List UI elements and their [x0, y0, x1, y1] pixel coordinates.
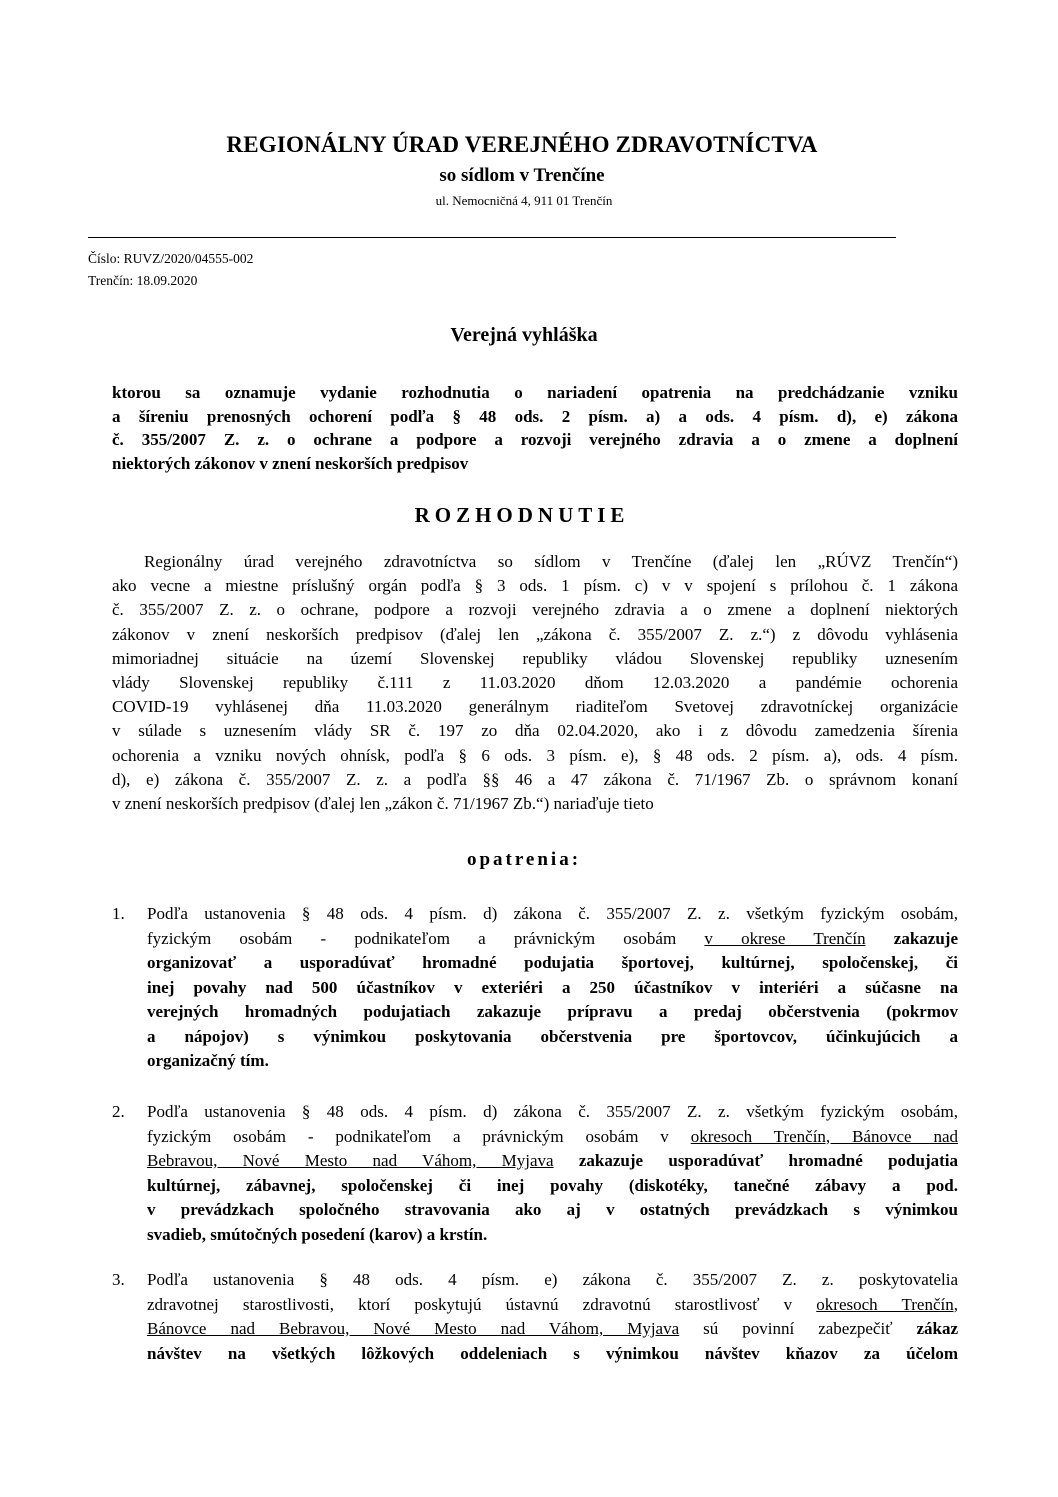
item-text-run: zakazuje usporadúvať hromadné podujatia	[553, 1151, 958, 1170]
district-reference: Bebravou, Nové Mesto nad Váhom, Myjava	[147, 1151, 554, 1170]
item-number: 2.	[112, 1102, 125, 1121]
district-reference: okresoch Trenčín, Bánovce nad	[690, 1126, 958, 1146]
item-text-run: fyzickým osobám - podnikateľom a právnickým osobám v	[147, 1126, 691, 1146]
item-line	[147, 1149, 958, 1174]
item-line: svadieb, smútočných posedení (karov) a krstín.	[147, 1224, 488, 1244]
item-number: 1.	[112, 904, 125, 923]
district-reference: Bánovce nad Bebravou, Nové Mesto nad Váhom, Myjava	[147, 1319, 680, 1338]
body-line: Regionálny úrad verejného zdravotníctva so sídlom v Trenčíne (ďalej len „RÚVZ Trenčín“)	[144, 552, 958, 571]
measures-heading: opatrenia:	[466, 849, 582, 870]
item-line: organizačný tím.	[147, 1051, 269, 1070]
item-number: 3.	[112, 1270, 125, 1289]
item-line: návštev na všetkých lôžkových oddeleniach s výnimkou návštev kňazov za účelom	[147, 1343, 958, 1363]
body-line: zákonov v znení neskorších predpisov (ďalej len „zákona č. 355/2007 Z. z.“) z dôvodu vyhlásenia	[112, 624, 958, 644]
body-line: v znení neskorších predpisov (ďalej len „zákon č. 71/1967 Zb.“) nariaďuje tieto	[112, 793, 654, 813]
item-text	[147, 1100, 958, 1247]
body-line: ako vecne a miestne príslušný orgán podľa § 3 ods. 1 písm. c) v v spojení s prílohou č. 1 zákona	[112, 576, 958, 596]
document-number: Číslo: RUVZ/2020/04555-002	[88, 251, 254, 266]
item-line: Podľa ustanovenia § 48 ods. 4 písm. e) zákona č. 355/2007 Z. z. poskytovatelia	[147, 1270, 958, 1289]
intro-line: č. 355/2007 Z. z. o ochrane a podpore a rozvoji verejného zdravia a o zmene a doplnení	[112, 430, 958, 449]
item-text-run: zakazuje	[865, 928, 958, 948]
body-line: mimoriadnej situácie na území Slovenskej republiky vládou Slovenskej republiky uznesením	[112, 648, 958, 668]
decision-heading: ROZHODNUTIE	[414, 503, 630, 527]
item-line: kultúrnej, zábavnej, spoločenskej či inej povahy (diskotéky, tanečné zábavy a pod.	[147, 1175, 958, 1195]
item-text-run: zdravotnej starostlivosti, ktorí poskytujú ústavnú zdravotnú starostlivosť v	[147, 1294, 817, 1314]
body-line: d), e) zákona č. 355/2007 Z. z. a podľa §§ 46 a 47 zákona č. 71/1967 Zb. o správnom konaní	[112, 769, 958, 789]
body-line: č. 355/2007 Z. z. o ochrane, podpore a rozvoji verejného zdravia a o zmene a doplnení niektorých	[112, 600, 958, 620]
decision-body-paragraph	[112, 550, 958, 816]
office-title: REGIONÁLNY ÚRAD VEREJNÉHO ZDRAVOTNÍCTVA	[226, 132, 818, 157]
body-line: COVID-19 vyhlásenej dňa 11.03.2020 generálnym riaditeľom Svetovej zdravotníckej organizácie	[112, 697, 958, 717]
item-line: organizovať a usporadúvať hromadné podujatia športovej, kultúrnej, spoločenskej, či	[147, 953, 958, 972]
item-text-run: zákaz	[916, 1319, 958, 1338]
intro-paragraph	[112, 381, 958, 475]
intro-line: ktorou sa oznamuje vydanie rozhodnutia o nariadení opatrenia na predchádzanie vzniku	[112, 383, 958, 402]
item-line: v prevádzkach spoločného stravovania ako aj v ostatných prevádzkach s výnimkou	[147, 1200, 958, 1219]
header-divider	[88, 237, 896, 238]
item-line: verejných hromadných podujatiach zakazuje prípravu a predaj občerstvenia (pokrmov	[147, 1002, 958, 1021]
item-line: a nápojov) s výnimkou poskytovania občerstvenia pre športovcov, účinkujúcich a	[147, 1026, 958, 1046]
intro-line: niektorých zákonov v znení neskorších predpisov	[112, 453, 469, 473]
document-place-date: Trenčín: 18.09.2020	[88, 273, 198, 288]
item-line	[147, 1293, 958, 1318]
item-text	[147, 1268, 958, 1366]
item-text-run: sú povinní zabezpečiť	[679, 1319, 917, 1338]
item-line	[147, 927, 958, 952]
item-line: Podľa ustanovenia § 48 ods. 4 písm. d) zákona č. 355/2007 Z. z. všetkým fyzickým osobám,	[147, 1102, 958, 1121]
office-address: ul. Nemocničná 4, 911 01 Trenčín	[435, 193, 613, 208]
district-reference: okresoch Trenčín,	[816, 1294, 958, 1314]
document-title: Verejná vyhláška	[450, 324, 598, 346]
item-line	[147, 1125, 958, 1150]
item-line	[147, 1317, 958, 1342]
intro-line: a šíreniu prenosných ochorení podľa § 48 ods. 2 písm. a) a ods. 4 písm. d), e) zákona	[112, 406, 958, 426]
district-reference: v okrese Trenčín	[704, 928, 866, 948]
item-line: inej povahy nad 500 účastníkov v exteriéri a 250 účastníkov v interiéri a súčasne na	[147, 977, 958, 997]
item-line: Podľa ustanovenia § 48 ods. 4 písm. d) zákona č. 355/2007 Z. z. všetkým fyzickým osobám,	[147, 904, 958, 923]
body-line: v súlade s uznesením vlády SR č. 197 zo dňa 02.04.2020, ako i z dôvodu zamedzenia šírenia	[112, 721, 958, 741]
item-text-run: fyzickým osobám - podnikateľom a právnickým osobám	[147, 928, 705, 948]
body-line: vlády Slovenskej republiky č.111 z 11.03.2020 dňom 12.03.2020 a pandémie ochorenia	[112, 672, 958, 692]
body-line: ochorenia a vzniku nových ohnísk, podľa § 6 ods. 3 písm. e), § 48 ods. 2 písm. a), ods. 4 písm.	[112, 745, 958, 765]
office-subtitle: so sídlom v Trenčíne	[439, 165, 605, 186]
item-text	[147, 902, 958, 1074]
